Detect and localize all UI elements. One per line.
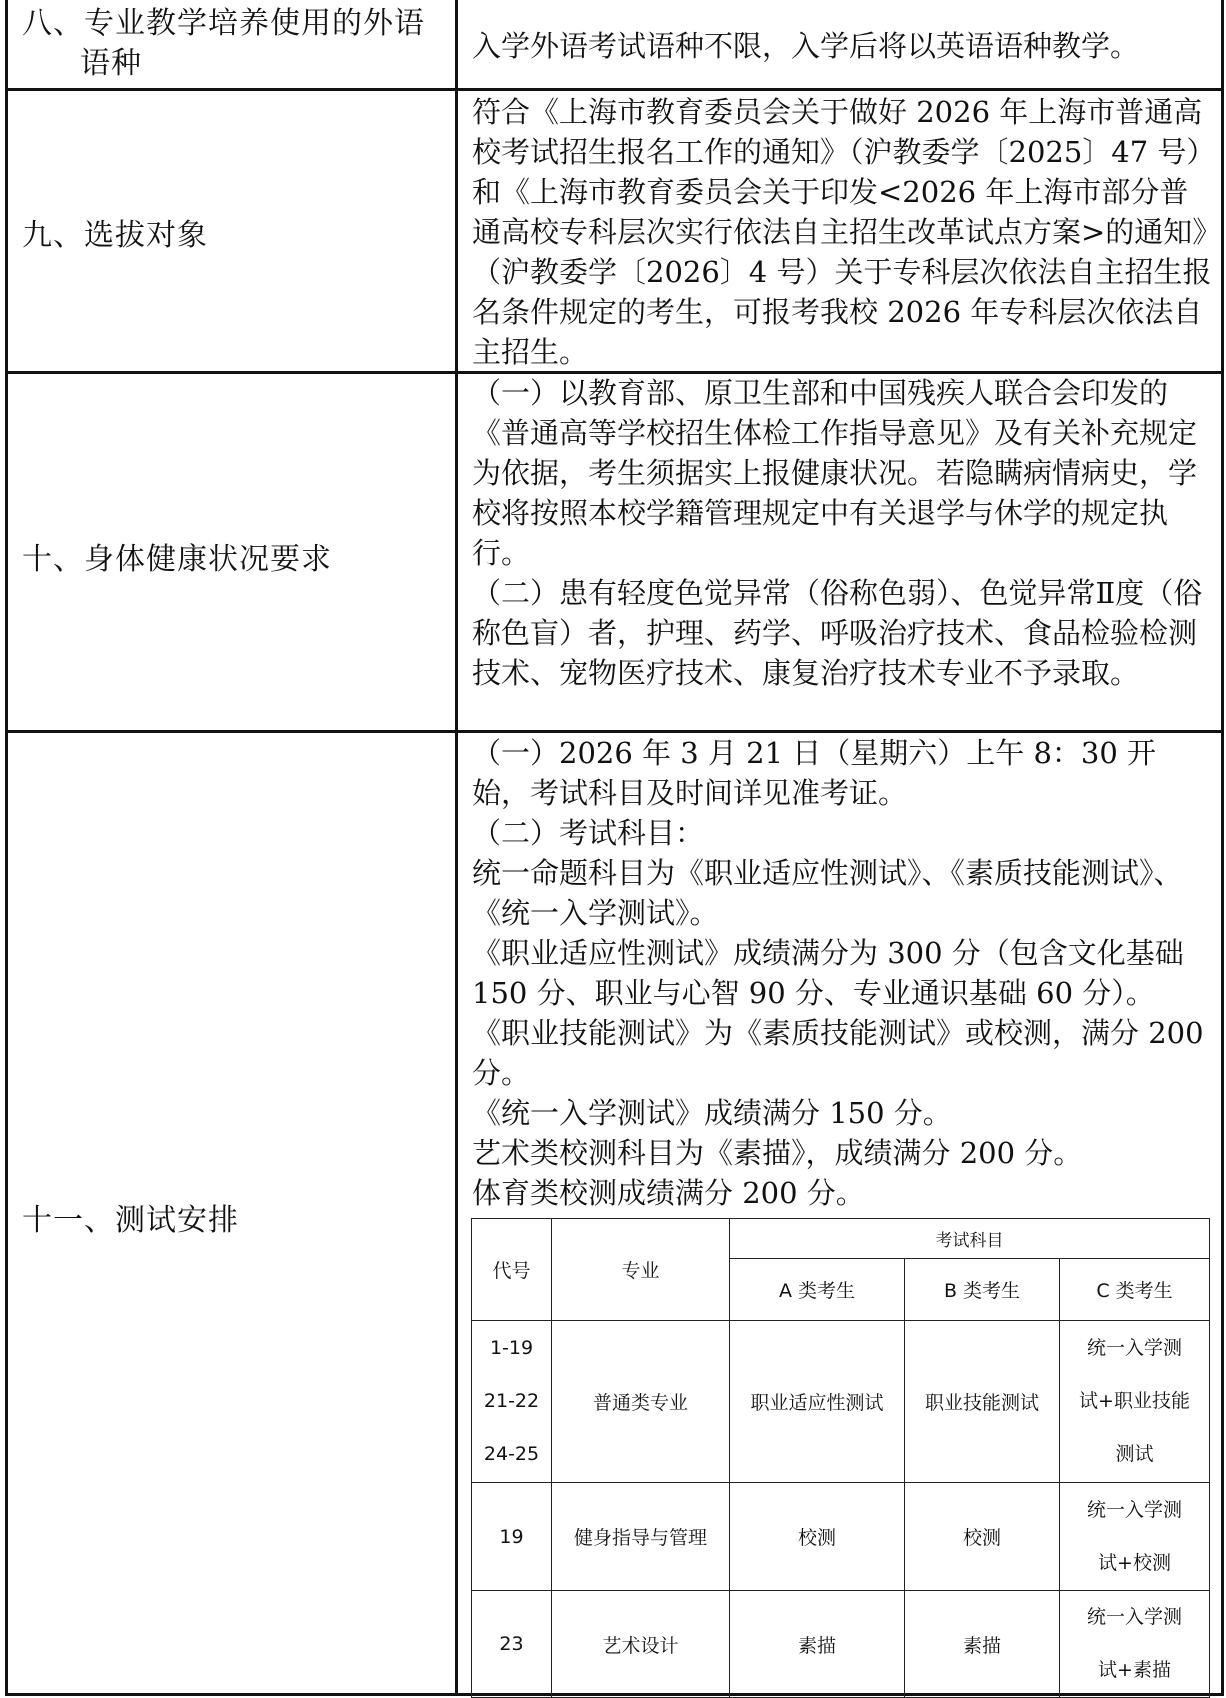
class-b-cell: 校测 bbox=[905, 1483, 1060, 1591]
row-label-health-requirements: 十、身体健康状况要求 bbox=[22, 542, 332, 577]
class-a-cell: 校测 bbox=[730, 1483, 905, 1591]
cell-line: 统一入学测 bbox=[1086, 1606, 1182, 1628]
row-content-selection-targets bbox=[472, 92, 1214, 372]
cell-line: 试+职业技能 bbox=[1079, 1390, 1190, 1412]
paragraph: 《统一入学测试》成绩满分 150 分。 bbox=[472, 1096, 952, 1130]
paragraph: 《职业技能测试》为《素质技能测试》或校测，满分 200 分。 bbox=[472, 1016, 1204, 1090]
cell-line: 统一入学测 bbox=[1086, 1498, 1182, 1521]
exam-subject-table bbox=[471, 1218, 1210, 1698]
table-header-row bbox=[472, 1219, 1210, 1259]
label-line: 语种 bbox=[80, 46, 142, 81]
code-value: 24-25 bbox=[483, 1443, 540, 1465]
class-a-cell: 素描 bbox=[730, 1591, 905, 1698]
header-class-b: B 类考生 bbox=[905, 1259, 1060, 1321]
paragraph: 艺术类校测科目为《素描》，成绩满分 200 分。 bbox=[472, 1136, 1083, 1170]
paragraph: （一）2026 年 3 月 21 日（星期六）上午 8：30 开始，考试科目及时间详见准考证。 bbox=[472, 736, 1157, 810]
major-cell: 普通类专业 bbox=[552, 1321, 730, 1483]
class-b-cell: 素描 bbox=[905, 1591, 1060, 1698]
cell-line: 试+素描 bbox=[1098, 1659, 1171, 1681]
table-row bbox=[472, 1591, 1210, 1698]
row-content-health-requirements bbox=[472, 373, 1214, 693]
left-border bbox=[5, 0, 8, 1696]
class-c-cell bbox=[1060, 1591, 1210, 1698]
class-a-cell: 职业适应性测试 bbox=[730, 1321, 905, 1483]
table-row bbox=[472, 1321, 1210, 1483]
header-class-c: C 类考生 bbox=[1060, 1259, 1210, 1321]
paragraph: 《职业适应性测试》成绩满分为 300 分（包含文化基础 150 分、职业与心智 90 分、专业通识基础 60 分）。 bbox=[472, 936, 1184, 1010]
code-cell: 19 bbox=[472, 1483, 552, 1591]
header-class-a: A 类考生 bbox=[730, 1259, 905, 1321]
row-content-test-arrangement bbox=[472, 733, 1214, 1213]
code-cell: 23 bbox=[472, 1591, 552, 1698]
cell-line: 试+校测 bbox=[1098, 1551, 1171, 1574]
column-divider bbox=[455, 0, 458, 1696]
table-row bbox=[472, 1483, 1210, 1591]
major-cell: 健身指导与管理 bbox=[552, 1483, 730, 1591]
paragraph: （一）以教育部、原卫生部和中国残疾人联合会印发的《普通高等学校招生体检工作指导意见》及有关补充规定为依据，考生须据实上报健康状况。若隐瞒病情病史，学校将按照本校学籍管理规定中有关退学与休学的规定执行。 bbox=[472, 376, 1198, 570]
class-c-cell bbox=[1060, 1483, 1210, 1591]
right-border bbox=[1221, 0, 1224, 1696]
row-content-foreign-language bbox=[472, 26, 1214, 66]
row-label-selection-targets: 九、选拔对象 bbox=[22, 218, 208, 253]
code-value: 21-22 bbox=[483, 1390, 540, 1412]
code-cell bbox=[472, 1321, 552, 1483]
header-exam-subjects: 考试科目 bbox=[730, 1219, 1210, 1259]
paragraph: 体育类校测成绩满分 200 分。 bbox=[472, 1176, 865, 1210]
paragraph: 符合《上海市教育委员会关于做好 2026 年上海市普通高校考试招生报名工作的通知》（沪教委学〔2025〕47 号）和《上海市教育委员会关于印发<2026 年上海市部分普通高校专科层次实行依法自主招生改革试点方案>的通知》（沪教委学〔2026〕4 号）关于专科层次依法自主招生报名条件规定的考生，可报考我校 2026 年专科层次依法自主招生。 bbox=[472, 95, 1212, 369]
row-label-test-arrangement: 十一、测试安排 bbox=[22, 1203, 239, 1238]
paragraph: （二）患有轻度色觉异常（俗称色弱）、色觉异常Ⅱ度（俗称色盲）者，护理、药学、呼吸治疗技术、食品检验检测技术、宠物医疗技术、康复治疗技术专业不予录取。 bbox=[472, 576, 1203, 690]
paragraph: 统一命题科目为《职业适应性测试》、《素质技能测试》、《统一入学测试》。 bbox=[472, 856, 1183, 930]
cell-line: 统一入学测 bbox=[1086, 1337, 1182, 1359]
header-code: 代号 bbox=[472, 1219, 552, 1321]
row-label-foreign-language bbox=[22, 4, 425, 84]
paragraph: 入学外语考试语种不限，入学后将以英语语种教学。 bbox=[472, 29, 1140, 63]
cell-line: 测试 bbox=[1115, 1443, 1154, 1465]
header-major: 专业 bbox=[552, 1219, 730, 1321]
class-c-cell bbox=[1060, 1321, 1210, 1483]
major-cell: 艺术设计 bbox=[552, 1591, 730, 1698]
paragraph: （二）考试科目： bbox=[472, 816, 705, 850]
code-value: 1-19 bbox=[489, 1337, 534, 1359]
row-divider bbox=[5, 88, 1224, 91]
label-line: 八、专业教学培养使用的外语 bbox=[22, 6, 425, 41]
class-b-cell: 职业技能测试 bbox=[905, 1321, 1060, 1483]
